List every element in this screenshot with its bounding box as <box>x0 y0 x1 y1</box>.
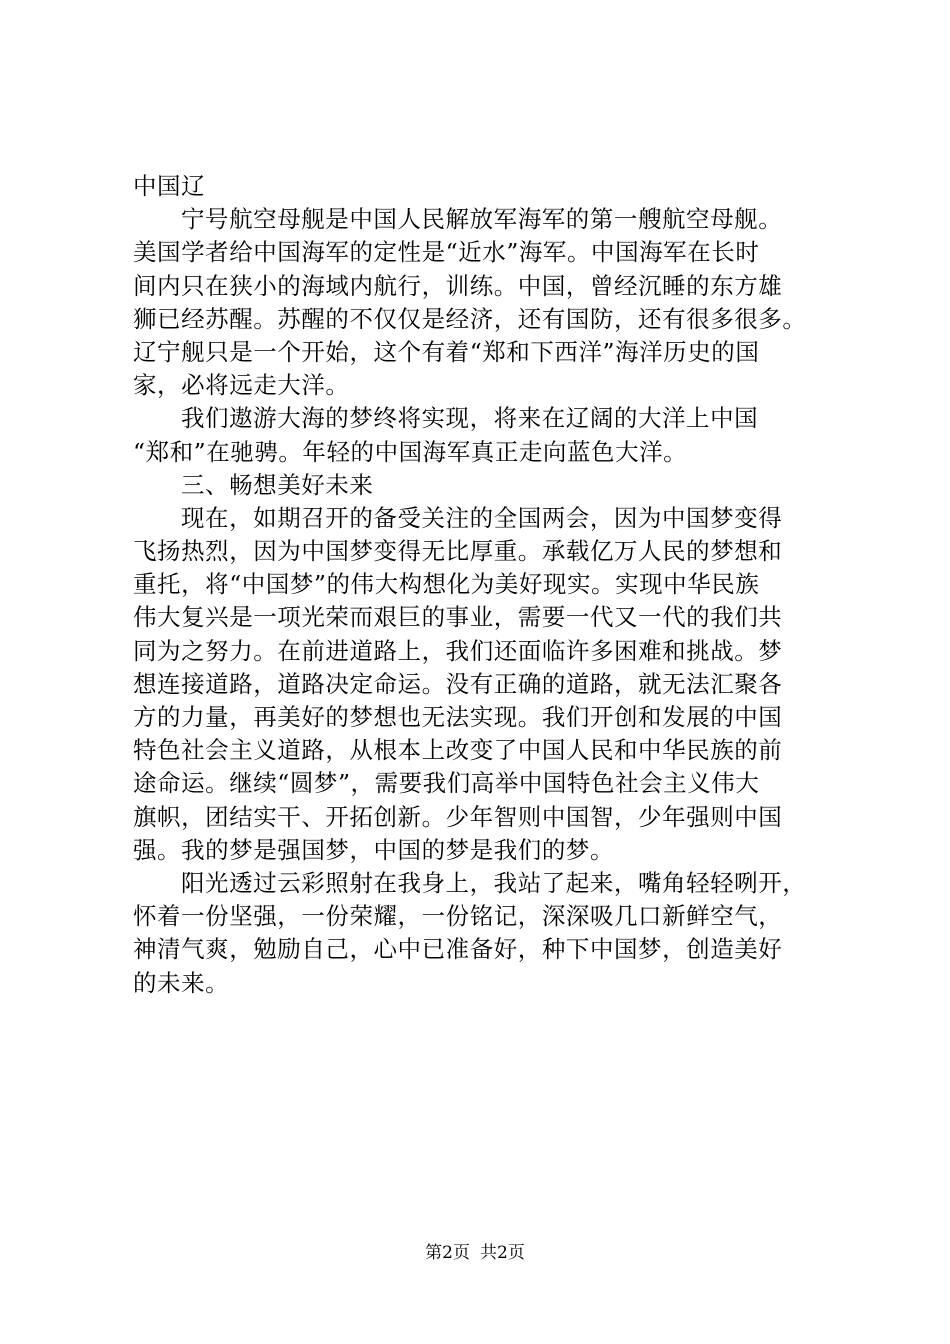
document-body <box>133 170 849 1000</box>
text-line: 强。我的梦是强国梦，中国的梦是我们的梦。 <box>133 835 614 864</box>
page-footer <box>0 1242 950 1264</box>
text-line: 辽宁舰只是一个开始，这个有着“郑和下西洋”海洋历史的国 <box>133 337 760 366</box>
text-line: 飞扬热烈，因为中国梦变得无比厚重。承载亿万人民的梦想和 <box>133 537 783 566</box>
text-line: 宁号航空母舰是中国人民解放军海军的第一艘航空母舰。 <box>181 205 783 234</box>
text-line: 三、畅想美好未来 <box>181 470 374 499</box>
text-line: 我们遨游大海的梦终将实现，将来在辽阔的大洋上中国 <box>181 404 759 433</box>
text-line: 伟大复兴是一项光荣而艰巨的事业，需要一代又一代的我们共 <box>133 603 783 632</box>
text-line: 阳光透过云彩照射在我身上，我站了起来，嘴角轻轻咧开， <box>181 868 807 897</box>
page-total: 共2页 <box>480 1243 525 1263</box>
text-line: 神清气爽，勉励自己，心中已准备好，种下中国梦，创造美好 <box>133 935 783 964</box>
text-line: 现在，如期召开的备受关注的全国两会，因为中国梦变得 <box>181 503 783 532</box>
text-line: 重托，将“中国梦”的伟大构想化为美好现实。实现中华民族 <box>133 570 760 599</box>
text-line: 途命运。继续“圆梦”，需要我们高举中国特色社会主义伟大 <box>133 769 760 798</box>
text-line: 方的力量，再美好的梦想也无法实现。我们开创和发展的中国 <box>133 703 783 731</box>
text-line: 家，必将远走大洋。 <box>133 371 350 400</box>
text-line: 旗帜，团结实干、开拓创新。少年智则中国智，少年强则中国 <box>133 802 783 831</box>
page-number: 第2页 <box>425 1243 470 1263</box>
text-line: 的未来。 <box>133 968 230 997</box>
text-line: 中国辽 <box>133 172 206 200</box>
text-line: 特色社会主义道路，从根本上改变了中国人民和中华民族的前 <box>133 736 783 765</box>
text-line: 狮已经苏醒。苏醒的不仅仅是经济，还有国防，还有很多很多。 <box>133 304 807 333</box>
text-line: 想连接道路，道路决定命运。没有正确的道路，就无法汇聚各 <box>133 669 783 698</box>
text-line: “郑和”在驰骋。年轻的中国海军真正走向蓝色大洋。 <box>133 437 688 466</box>
text-line: 同为之努力。在前进道路上，我们还面临许多困难和挑战。梦 <box>133 636 783 665</box>
text-line: 间内只在狭小的海域内航行，训练。中国，曾经沉睡的东方雄 <box>133 271 783 300</box>
text-line: 怀着一份坚强，一份荣耀，一份铭记，深深吸几口新鲜空气， <box>133 902 783 931</box>
text-line: 美国学者给中国海军的定性是“近水”海军。中国海军在长时 <box>133 238 760 267</box>
